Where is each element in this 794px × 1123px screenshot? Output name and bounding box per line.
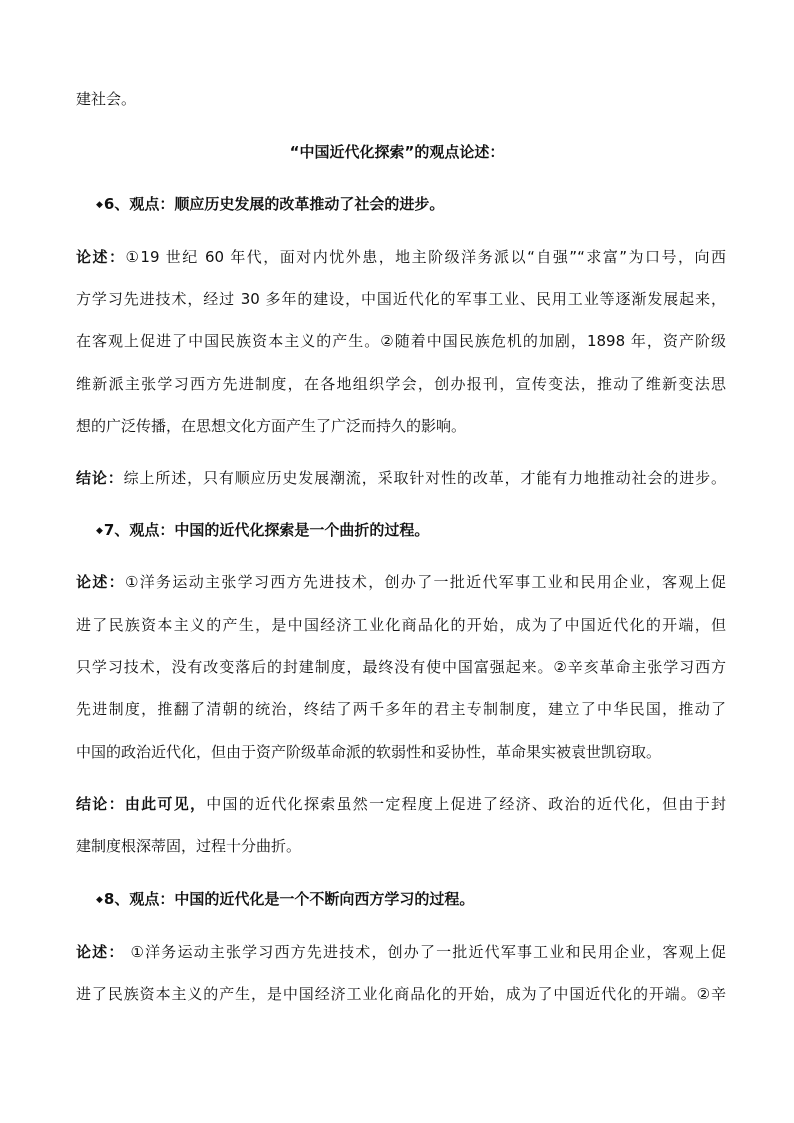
text-line-content: 进了民族资本主义的产生，是中国经济工业化商品化的开始，成为了中国近代化的开端，但 — [76, 616, 726, 634]
diamond-bullet-icon: ◆ — [96, 895, 103, 905]
text-line-content: 建制度根深蒂固，过程十分曲折。 — [76, 837, 302, 855]
text-line — [76, 416, 726, 436]
argument-label: 论述： — [76, 573, 125, 591]
conclusion-label: 结论： — [76, 469, 124, 487]
conclusion-line — [76, 468, 726, 488]
argument-label: 论述： — [76, 943, 125, 961]
text-line — [76, 742, 726, 762]
text-line-content: 维新派主张学习西方先进制度，在各地组织学会，创办报刊，宣传变法，推动了维新变法思 — [76, 375, 726, 393]
text-line-content: 中国的近代化探索虽然一定程度上促进了经济、政治的近代化，但由于封 — [206, 795, 726, 813]
text-line-content: ①19 世纪 60 年代，面对内忧外患，地主阶级洋务派以“自强”“求富”为口号，向西 — [125, 248, 726, 266]
point-8-heading — [96, 889, 746, 910]
text-line-content: 在客观上促进了中国民族资本主义的产生。②随着中国民族危机的加剧，1898 年，资产阶级 — [76, 332, 726, 350]
conclusion-line — [76, 794, 726, 814]
text-line — [76, 699, 726, 719]
text-line — [76, 657, 726, 677]
text-line — [76, 984, 726, 1004]
text-line-content: 方学习先进技术，经过 30 多年的建设，中国近代化的军事工业、民用工业等逐渐发展起来， — [76, 290, 726, 308]
point-heading-text: 7、观点：中国的近代化探索是一个曲折的过程。 — [103, 521, 430, 539]
point-6-heading — [96, 194, 746, 215]
diamond-bullet-icon: ◆ — [96, 200, 103, 210]
text-line-content: 进了民族资本主义的产生，是中国经济工业化商品化的开始，成为了中国近代化的开端。②辛 — [76, 985, 726, 1003]
text-line — [76, 374, 726, 394]
text-line-content: 先进制度，推翻了清朝的统治，终结了两千多年的君主专制制度，建立了中华民国，推动了 — [76, 700, 726, 718]
point-heading-text: 8、观点：中国的近代化是一个不断向西方学习的过程。 — [103, 890, 475, 908]
text-line — [76, 331, 726, 351]
text-line — [76, 615, 726, 635]
text-line — [76, 247, 726, 267]
conclusion-label: 结论：由此可见， — [76, 795, 207, 813]
text-line — [76, 289, 726, 309]
text-line — [76, 89, 726, 109]
text-line-content: ①洋务运动主张学习西方先进技术，创办了一批近代军事工业和民用企业，客观上促 — [130, 943, 726, 961]
point-heading-text: 6、观点：顺应历史发展的改革推动了社会的进步。 — [103, 195, 445, 213]
diamond-bullet-icon: ◆ — [96, 526, 103, 536]
text-line-content: 中国的政治近代化，但由于资产阶级革命派的软弱性和妥协性，革命果实被袁世凯窃取。 — [76, 743, 662, 761]
section-title-text: “中国近代化探索”的观点论述： — [289, 143, 505, 161]
text-line-content: 想的广泛传播，在思想文化方面产生了广泛而持久的影响。 — [76, 417, 467, 435]
text-line — [76, 942, 726, 962]
text-line — [76, 836, 726, 856]
text-line-content: 综上所述，只有顺应历史发展潮流，采取针对性的改革，才能有力地推动社会的进步。 — [123, 469, 726, 487]
text-line-content: 建社会。 — [76, 90, 137, 108]
section-title — [0, 142, 794, 162]
text-line-content: ①洋务运动主张学习西方先进技术，创办了一批近代军事工业和民用企业，客观上促 — [124, 573, 726, 591]
point-7-heading — [96, 520, 746, 541]
text-line-content: 只学习技术，没有改变落后的封建制度，最终没有使中国富强起来。②辛亥革命主张学习西方 — [76, 658, 726, 676]
text-line — [76, 572, 726, 592]
argument-label: 论述： — [76, 248, 126, 266]
